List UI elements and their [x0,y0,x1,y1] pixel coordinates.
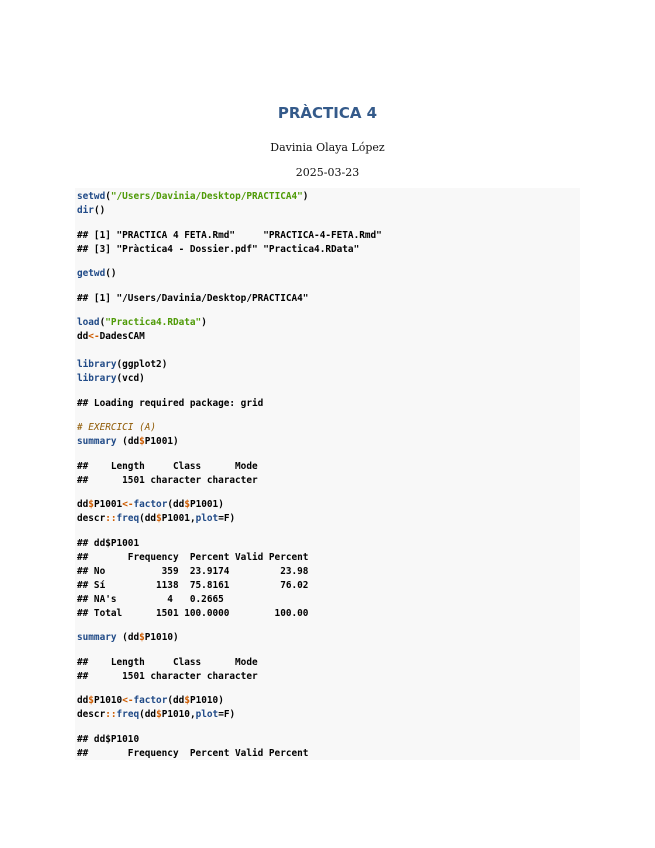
output-summary-p1010 [77,656,577,684]
output-dir [77,229,577,257]
library-function: library [77,359,117,370]
plot-value: F [223,513,230,524]
dd-variable: dd [77,499,89,510]
chunk-setwd: setwd("/Users/Davinia/Desktop/PRACTICA4") dir() [77,191,309,216]
chunk-summary-p1010: summary (dd$P1010) [77,632,179,643]
dd-variable: dd [77,695,89,706]
library-name: ggplot2 [122,359,162,370]
code-listing [77,190,577,761]
dd-variable: dd [127,436,140,447]
output-line: ## Length Class Mode [77,460,258,472]
dades-variable: DadesCAM [99,331,145,342]
variable-name: P1001 [161,513,190,524]
output-line: ## Length Class Mode [77,656,258,668]
library-name: vcd [122,373,140,384]
dir-function: dir [77,205,94,216]
dd-variable: dd [144,709,157,720]
output-line: ## dd$P1010 [77,733,140,745]
variable-name: P1001 [93,499,123,510]
descr-namespace: descr [77,709,106,720]
dollar-operator: $ [88,499,94,510]
output-line: ## Frequency Percent Valid Percent [77,747,309,759]
output-getwd [77,292,577,306]
document-title: PRÀCTICA 4 [277,104,378,122]
plot-value: F [223,709,230,720]
document-author: Davinia Olaya López [270,141,385,154]
output-line: ## Frequency Percent Valid Percent [77,551,309,563]
output-line: ## Sí 1138 75.8161 76.02 [77,579,309,591]
output-line: ## [1] "PRACTICA 4 FETA.Rmd" "PRACTICA-4-FETA.Rmd" [77,229,382,241]
namespace-operator: :: [105,513,117,524]
output-line: ## Loading required package: grid [77,397,264,409]
output-freq-p1010 [77,733,577,761]
document-date: 2025-03-23 [295,166,360,179]
output-loading [77,397,577,411]
chunk-freq-p1001: dd$P1001<-factor(dd$P1001) descr::freq(dd$P1001,plot=F) [77,499,236,524]
plot-argument: plot [195,709,219,720]
chunk-exercici-a: # EXERCICI (A) summary (dd$P1001) [77,422,179,447]
dd-variable: dd [127,632,140,643]
load-function: load [77,317,100,328]
chunk-freq-p1010: dd$P1010<-factor(dd$P1010) descr::freq(dd$P1010,plot=F) [77,695,236,720]
assign-operator: <- [122,695,134,706]
output-line: ## 1501 character character [77,670,258,682]
plot-argument: plot [195,513,219,524]
output-line: ## [1] "/Users/Davinia/Desktop/PRACTICA4" [77,292,309,304]
variable-name: P1010 [93,695,123,706]
output-line: ## 1501 character character [77,474,258,486]
dollar-operator: $ [156,513,162,524]
dollar-operator: $ [184,695,190,706]
output-line: ## NA's 4 0.2665 [77,593,224,605]
dollar-operator: $ [88,695,94,706]
variable-name: P1010 [189,695,219,706]
output-line: ## Total 1501 100.0000 100.00 [77,607,309,619]
variable-name: P1010 [161,709,190,720]
variable-name: P1010 [144,632,173,643]
assign-operator: <- [88,331,100,342]
freq-function: freq [116,709,140,720]
descr-namespace: descr [77,513,106,524]
dd-variable: dd [173,695,185,706]
freq-function: freq [116,513,140,524]
variable-name: P1001 [144,436,173,447]
load-file-string: "Practica4.RData" [105,317,202,328]
dollar-operator: $ [139,632,145,643]
chunk-load: load("Practica4.RData") dd<-DadesCAM library(ggplot2) library(vcd) [77,317,207,384]
summary-function: summary [77,436,117,447]
output-line: ## [3] "Pràctica4 - Dossier.pdf" "Practica4.RData" [77,243,360,255]
dd-variable: dd [77,331,89,342]
dd-variable: dd [173,499,185,510]
output-freq-p1001 [77,537,577,621]
library-function: library [77,373,117,384]
factor-function: factor [133,695,168,706]
code-comment: # EXERCICI (A) [77,422,157,433]
summary-function: summary [77,632,117,643]
output-line: ## No 359 23.9174 23.98 [77,565,309,577]
output-line: ## dd$P1001 [77,537,140,549]
dollar-operator: $ [139,436,145,447]
setwd-function: setwd [77,191,106,202]
namespace-operator: :: [105,709,117,720]
setwd-path-string: "/Users/Davinia/Desktop/PRACTICA4" [110,191,303,202]
getwd-function: getwd [77,268,106,279]
dollar-operator: $ [184,499,190,510]
chunk-getwd: getwd() [77,268,117,279]
assign-operator: <- [122,499,134,510]
factor-function: factor [133,499,168,510]
dollar-operator: $ [156,709,162,720]
output-summary-p1001 [77,460,577,488]
dd-variable: dd [144,513,157,524]
variable-name: P1001 [189,499,219,510]
